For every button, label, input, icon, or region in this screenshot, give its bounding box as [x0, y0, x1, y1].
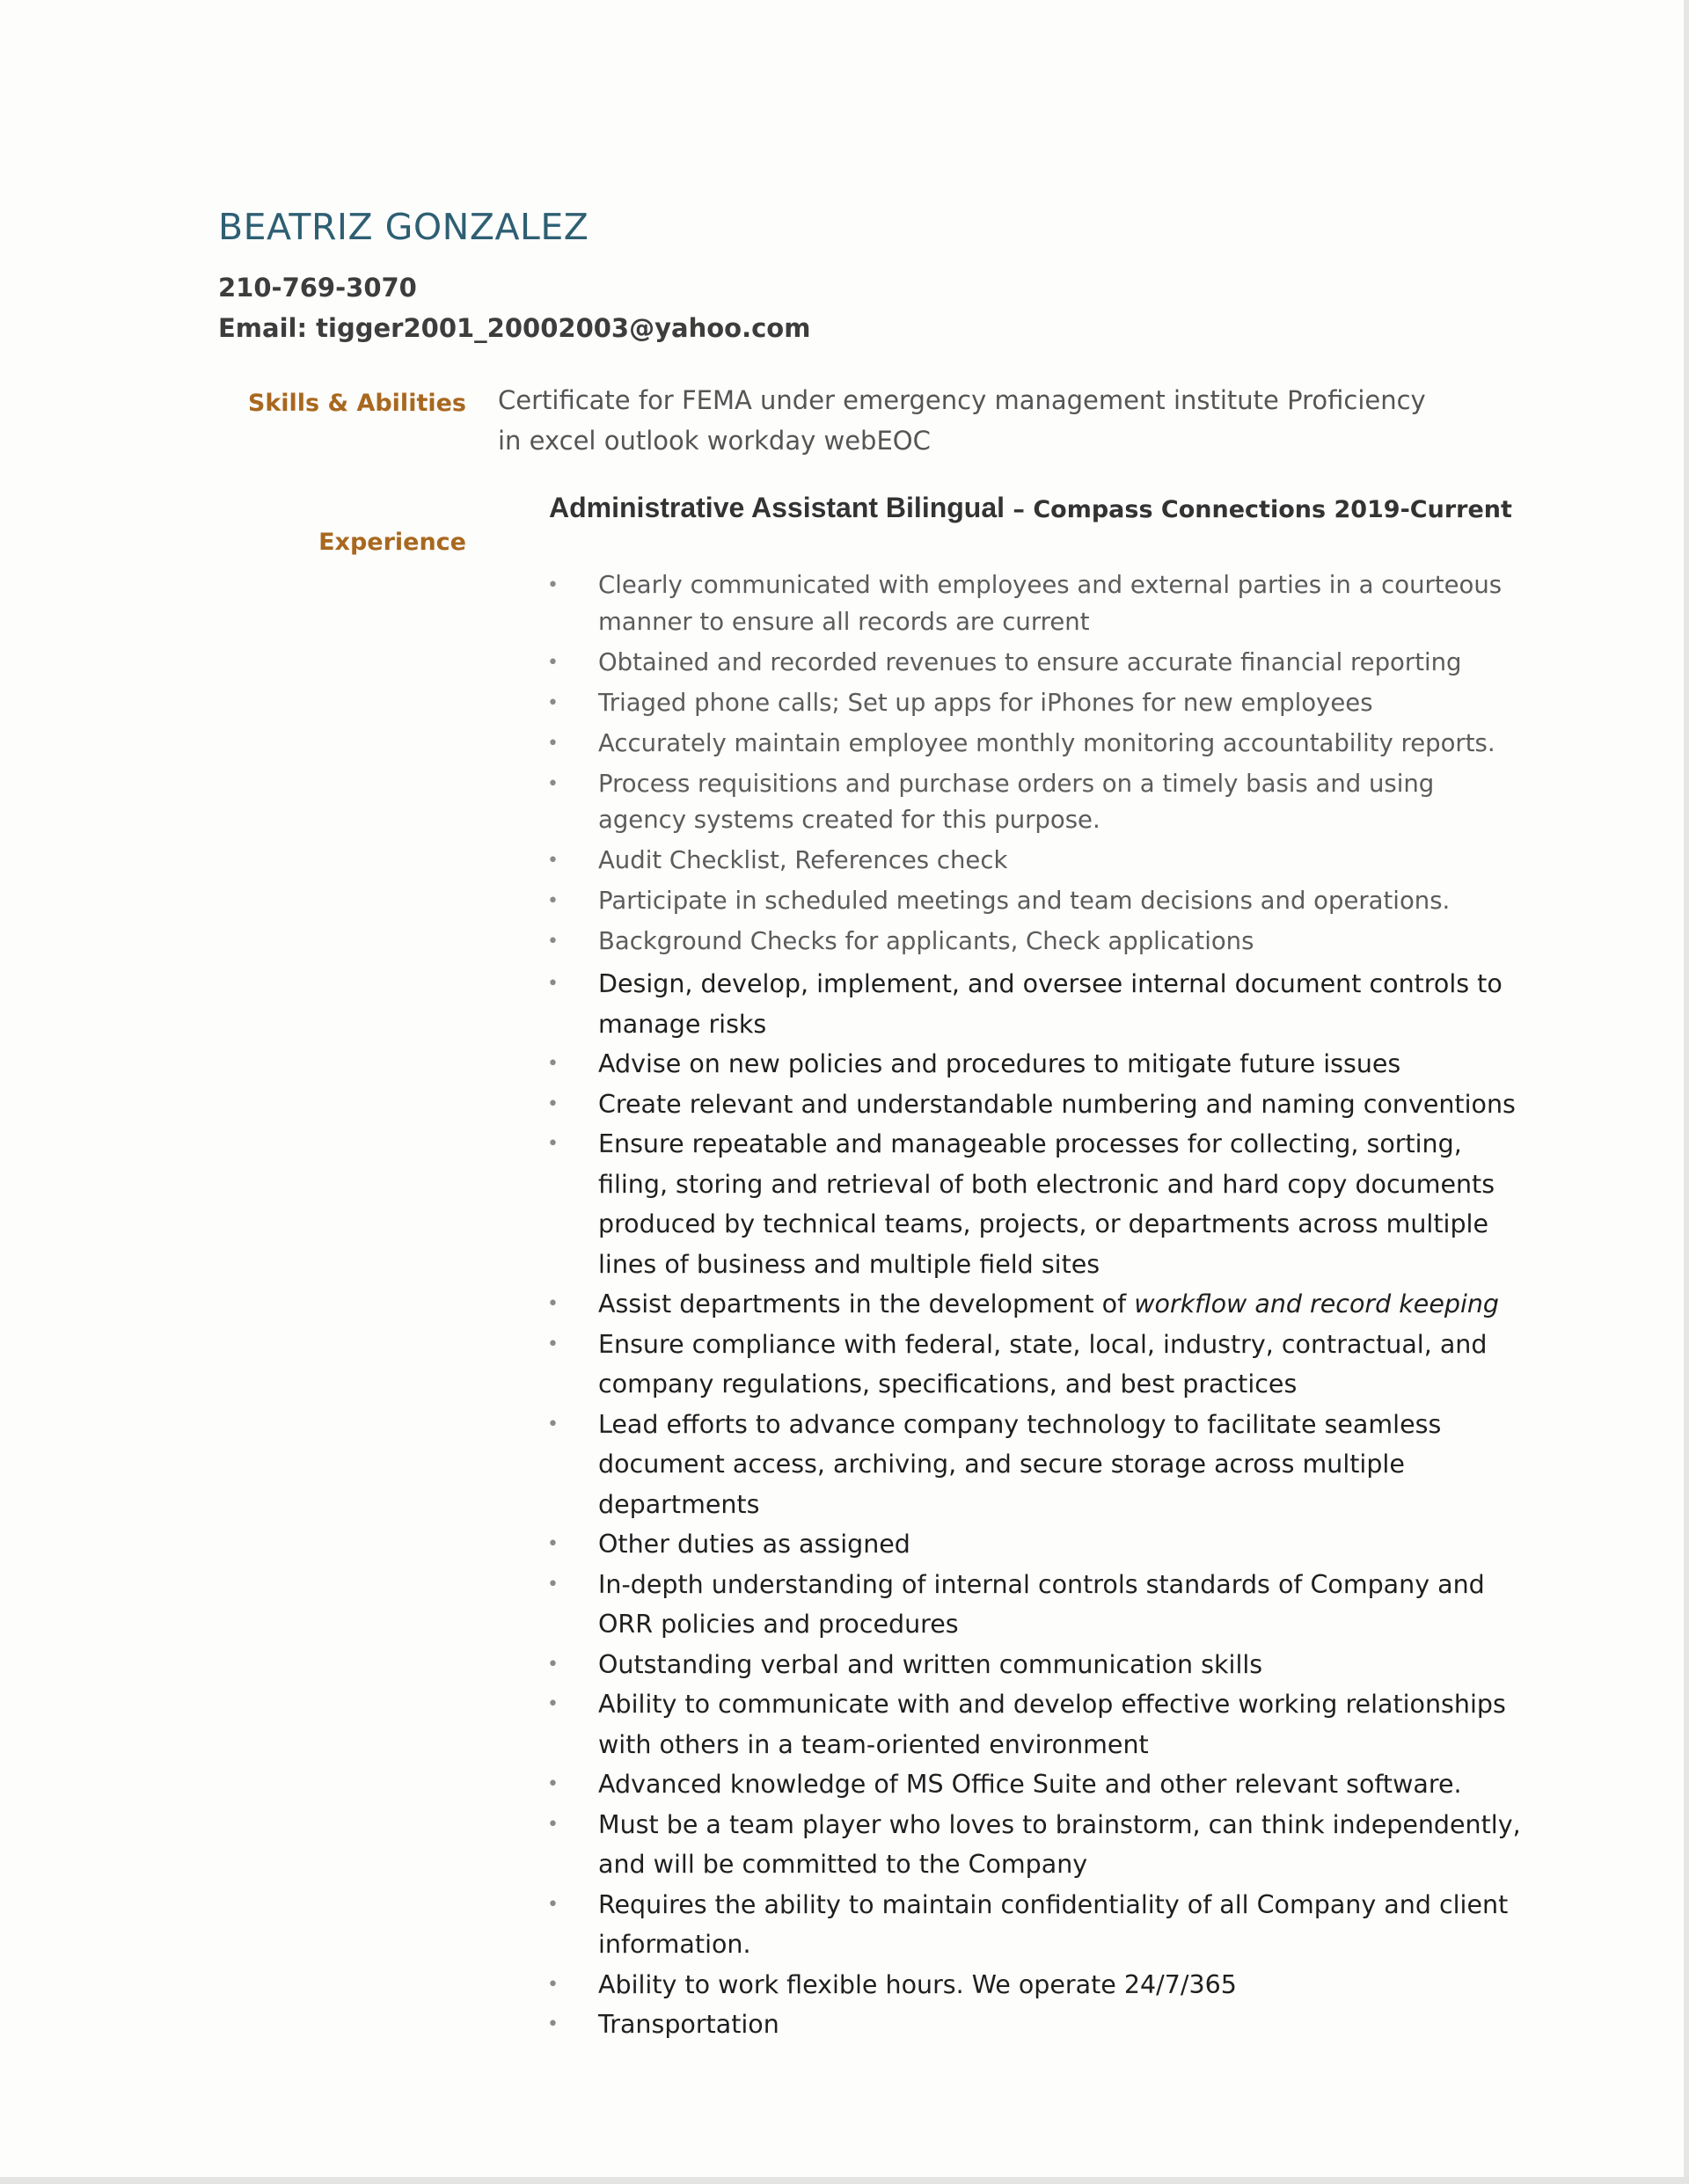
list-item-text: Design, develop, implement, and oversee internal document controls to manage risks	[598, 969, 1503, 1039]
list-item	[545, 766, 1524, 839]
job-heading	[549, 489, 1525, 532]
skills-section-label: Skills & Abilities	[247, 390, 466, 417]
bullet-icon: •	[547, 651, 559, 674]
list-item-text: Process requisitions and purchase orders on a timely basis and using agency systems created for this purpose.	[598, 769, 1435, 834]
list-item-text: Ensure compliance with federal, state, local, industry, contractual, and company regulations, specifications, and best practices	[598, 1329, 1488, 1399]
list-item	[545, 924, 1524, 961]
list-item-text: Clearly communicated with employees and external parties in a courteous manner to ensure all records are current	[598, 571, 1503, 636]
list-item-text: Assist departments in the development of	[598, 1289, 1135, 1318]
bullet-icon: •	[547, 1413, 559, 1435]
list-item	[545, 1044, 1524, 1085]
job-company-dates: – Compass Connections 2019-Current	[1005, 496, 1512, 523]
bullet-icon: •	[547, 732, 559, 755]
list-item-italic-text: workflow and record keeping	[1134, 1289, 1500, 1318]
bullet-icon: •	[547, 1893, 559, 1916]
list-item-text: In-depth understanding of internal controls standards of Company and ORR policies and procedures	[598, 1569, 1485, 1639]
bullet-icon: •	[547, 574, 559, 596]
list-item	[545, 1325, 1524, 1405]
list-item-text: Participate in scheduled meetings and team decisions and operations.	[598, 887, 1451, 915]
list-item-text: Must be a team player who loves to brainstorm, can think independently, and will be committed to the Company	[598, 1809, 1521, 1879]
bullet-icon: •	[547, 850, 559, 872]
list-item-text: Outstanding verbal and written communication skills	[598, 1649, 1263, 1679]
list-item-text: Transportation	[598, 2010, 779, 2039]
list-item-text: Lead efforts to advance company technology to facilitate seamless document access, archiving, and secure storage across multiple departments	[598, 1409, 1442, 1519]
list-item	[545, 1284, 1524, 1325]
list-item-text: Create relevant and understandable numbering and naming conventions	[598, 1089, 1516, 1119]
skills-text: Certificate for FEMA under emergency management institute Proficiency in excel outlook workday webEOC	[498, 385, 1426, 456]
list-item-text: Other duties as assigned	[598, 1530, 910, 1559]
bullet-icon: •	[547, 772, 559, 795]
bullet-icon: •	[547, 973, 559, 995]
bullet-icon: •	[547, 1133, 559, 1155]
page-edge-bottom	[0, 2177, 1689, 2184]
experience-section-label: Experience	[318, 529, 466, 556]
list-item-text: Ability to work flexible hours. We operate 24/7/365	[598, 1969, 1237, 1999]
list-item	[545, 1405, 1524, 1525]
list-item	[545, 1684, 1524, 1764]
job-role: Administrative Assistant Bilingual	[549, 492, 1005, 523]
bullet-icon: •	[547, 1773, 559, 1795]
bullet-icon: •	[547, 1092, 559, 1115]
list-item-text: Triaged phone calls; Set up apps for iPhones for new employees	[598, 688, 1373, 717]
bullet-icon: •	[547, 1333, 559, 1355]
list-item	[545, 843, 1524, 880]
experience-bullet-list	[545, 567, 1524, 2045]
bullet-icon: •	[547, 1693, 559, 1715]
bullet-icon: •	[547, 1813, 559, 1836]
bullet-icon: •	[547, 1533, 559, 1555]
list-item	[545, 726, 1524, 763]
list-item	[545, 1524, 1524, 1565]
list-item	[545, 1085, 1524, 1125]
list-item-text: Ability to communicate with and develop effective working relationships with others in a team-oriented environment	[598, 1690, 1506, 1759]
bullet-icon: •	[547, 890, 559, 912]
list-item-text: Obtained and recorded revenues to ensure accurate financial reporting	[598, 647, 1462, 676]
list-item-text: Background Checks for applicants, Check applications	[598, 927, 1254, 955]
list-item-text: Audit Checklist, References check	[598, 846, 1008, 874]
bullet-icon: •	[547, 1053, 559, 1075]
candidate-name: BEATRIZ GONZALEZ	[218, 206, 589, 248]
list-item-text: Accurately maintain employee monthly monitoring accountability reports.	[598, 728, 1495, 757]
bullet-icon: •	[547, 931, 559, 953]
list-item	[545, 685, 1524, 722]
email-address: Email: tigger2001_20002003@yahoo.com	[218, 313, 811, 343]
list-item	[545, 645, 1524, 682]
list-item-text: Ensure repeatable and manageable processes for collecting, sorting, filing, storing and retrieval of both electronic and hard copy documents produced by technical teams, projects, or departments across multiple lines of business and multiple field sites	[598, 1129, 1495, 1279]
bullet-icon: •	[547, 1573, 559, 1596]
list-item	[545, 1965, 1524, 2005]
list-item	[545, 883, 1524, 920]
list-item-text: Requires the ability to maintain confidentiality of all Company and client information.	[598, 1889, 1509, 1959]
list-item	[545, 1124, 1524, 1284]
bullet-icon: •	[547, 691, 559, 714]
list-item	[545, 1565, 1524, 1645]
list-item	[545, 1764, 1524, 1805]
bullet-icon: •	[547, 1653, 559, 1676]
bullet-icon: •	[547, 1973, 559, 1996]
list-item	[545, 2005, 1524, 2045]
list-item	[545, 567, 1524, 640]
list-item-text: Advanced knowledge of MS Office Suite and other relevant software.	[598, 1770, 1462, 1799]
list-item	[545, 1805, 1524, 1885]
bullet-icon: •	[547, 2013, 559, 2035]
list-item-text: Advise on new policies and procedures to mitigate future issues	[598, 1049, 1401, 1078]
bullet-icon: •	[547, 1293, 559, 1315]
phone-number: 210-769-3070	[218, 273, 417, 303]
list-item	[545, 1885, 1524, 1965]
list-item	[545, 1645, 1524, 1685]
page-edge-right	[1684, 0, 1689, 2184]
list-item	[545, 964, 1524, 1044]
